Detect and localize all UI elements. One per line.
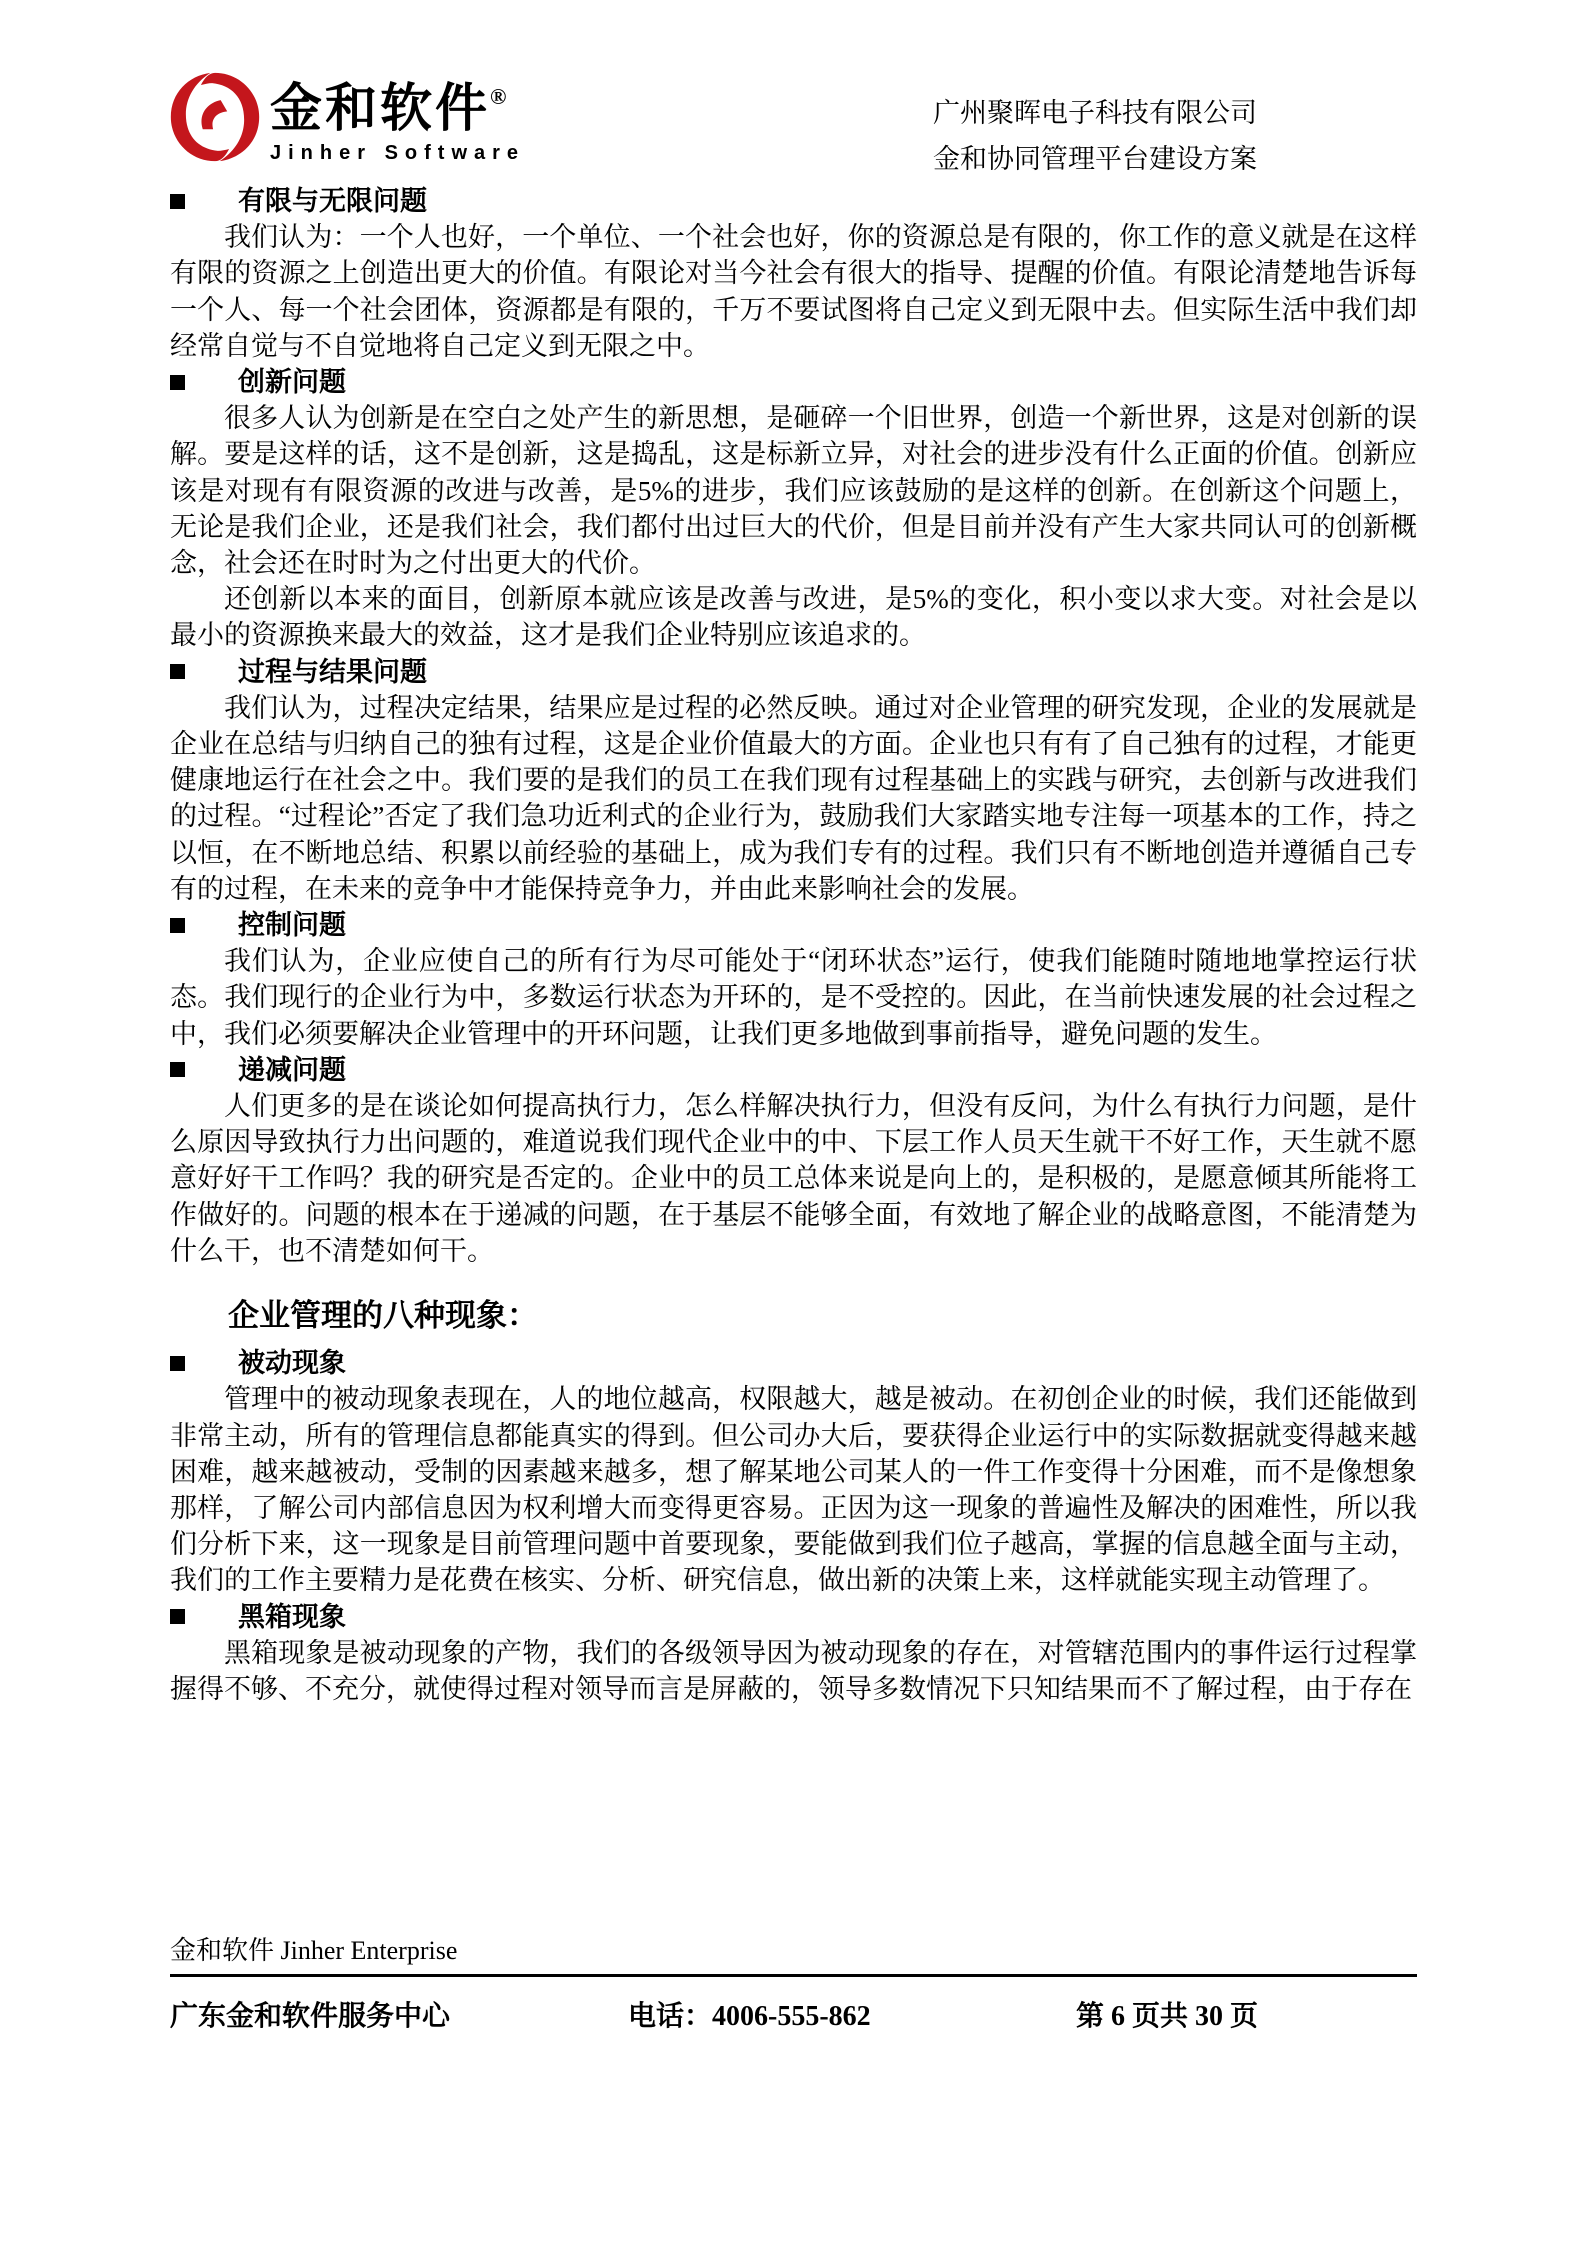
section-heading-text: 过程与结果问题 <box>238 656 427 687</box>
header-company-info <box>933 68 1257 182</box>
jinher-logo-icon <box>168 70 262 164</box>
section-heading <box>170 1345 1417 1381</box>
paragraph: 黑箱现象是被动现象的产物，我们的各级领导因为被动现象的存在，对管辖范围内的事件运行过程掌握得不够、不充分，就使得过程对领导而言是屏蔽的，领导多数情况下只知结果而不了解过程，由于存在 <box>170 1637 1417 1704</box>
section-heading-text: 有限与无限问题 <box>238 186 427 216</box>
section-heading <box>170 1052 1417 1088</box>
footer-brand-line: 金和软件 Jinher Enterprise <box>170 1936 458 1965</box>
footer <box>170 1994 1417 2036</box>
section-heading <box>170 183 1417 219</box>
footer-divider <box>170 1974 1417 1977</box>
registered-trademark-icon: ® <box>490 84 507 109</box>
paragraph: 还创新以本来的面目，创新原本就应该是改善与改进，是5%的变化，积小变以求大变。对社会是以最小的资源换来最大的效益，这才是我们企业特别应该追求的。 <box>170 584 1417 651</box>
section-heading <box>170 1599 1417 1635</box>
paragraph: 我们认为，过程决定结果，结果应是过程的必然反映。通过对企业管理的研究发现，企业的发展就是企业在总结与归纳自己的独有过程，这是企业价值最大的方面。企业也只有有了自己独有的过程，才能更健康地运行在社会之中。我们要的是我们的员工在我们现有过程基础上的实践与研究，去创新与改进我们的过程。“过程论”否定了我们急功近利式的企业行为，鼓励我们大家踏实地专注每一项基本的工作，持之以恒，在不断地总结、积累以前经验的基础上，成为我们专有的过程。我们只有不断地创造并遵循自己专有的过程，在未来的竞争中才能保持竞争力，并由此来影响社会的发展。 <box>170 692 1417 904</box>
paragraph: 很多人认为创新是在空白之处产生的新思想，是砸碎一个旧世界，创造一个新世界，这是对创新的误解。要是这样的话，这不是创新，这是捣乱，这是标新立异，对社会的进步没有什么正面的价值。创新应该是对现有有限资源的改进与改善，是5%的进步，我们应该鼓励的是这样的创新。在创新这个问题上，无论是我们企业，还是我们社会，我们都付出过巨大的代价，但是目前并没有产生大家共同认可的创新概念，社会还在时时为之付出更大的代价。 <box>170 403 1417 579</box>
logo-text <box>270 68 525 165</box>
section-heading-text: 控制问题 <box>238 910 346 941</box>
section-heading <box>170 654 1417 690</box>
document-body <box>170 183 1417 1707</box>
section-heading <box>170 907 1417 943</box>
section-heading-text: 被动现象 <box>238 1348 346 1379</box>
paragraph: 我们认为：一个人也好，一个单位、一个社会也好，你的资源总是有限的，你工作的意义就是在这样有限的资源之上创造出更大的价值。有限论对当今社会有很大的指导、提醒的价值。有限论清楚地告诉每一个人、每一个社会团体，资源都是有限的，千万不要试图将自己定义到无限中去。但实际生活中我们却经常自觉与不自觉地将自己定义到无限之中。 <box>170 222 1417 361</box>
logo-chinese-name <box>270 68 525 139</box>
bullet-square-icon <box>170 664 185 679</box>
group-title: 企业管理的八种现象： <box>228 1298 538 1334</box>
bullet-square-icon <box>170 1356 185 1371</box>
bullet-square-icon <box>170 918 185 933</box>
section-heading-text: 创新问题 <box>238 367 346 398</box>
bullet-square-icon <box>170 1062 185 1077</box>
bullet-square-icon <box>170 1609 185 1624</box>
company-name: 广州聚晖电子科技有限公司 <box>933 98 1257 128</box>
section-heading-text: 递减问题 <box>238 1054 346 1085</box>
document-title: 金和协同管理平台建设方案 <box>933 144 1257 174</box>
logo-chinese-characters: 金和软件 <box>270 81 491 138</box>
footer-service-center: 广东金和软件服务中心 <box>170 2001 451 2032</box>
section-heading <box>170 364 1417 400</box>
footer-page-number: 第 6 页共 30 页 <box>1076 2001 1259 2032</box>
footer-phone: 电话：4006-555-862 <box>628 2001 871 2032</box>
bullet-square-icon <box>170 194 185 209</box>
page-header <box>168 68 1415 182</box>
logo-english-name: Jinher Software <box>270 142 526 164</box>
bullet-square-icon <box>170 375 185 390</box>
jinher-logo <box>168 68 525 165</box>
paragraph: 管理中的被动现象表现在，人的地位越高，权限越大，越是被动。在初创企业的时候，我们还能做到非常主动，所有的管理信息都能真实的得到。但公司办大后，要获得企业运行中的实际数据就变得越来越困难，越来越被动，受制的因素越来越多，想了解某地公司某人的一件工作变得十分困难，而不是像想象那样，了解公司内部信息因为权利增大而变得更容易。正因为这一现象的普遍性及解决的困难性，所以我们分析下来，这一现象是目前管理问题中首要现象，要能做到我们位子越高，掌握的信息越全面与主动，我们的工作主要精力是花费在核实、分析、研究信息，做出新的决策上来，这样就能实现主动管理了。 <box>170 1384 1417 1596</box>
paragraph: 人们更多的是在谈论如何提高执行力，怎么样解决执行力，但没有反问，为什么有执行力问题，是什么原因导致执行力出问题的，难道说我们现代企业中的中、下层工作人员天生就干不好工作，天生就不愿意好好干工作吗？我的研究是否定的。企业中的员工总体来说是向上的，是积极的，是愿意倾其所能将工作做好的。问题的根本在于递减的问题，在于基层不能够全面，有效地了解企业的战略意图，不能清楚为什么干，也不清楚如何干。 <box>170 1091 1417 1266</box>
section-heading-text: 黑箱现象 <box>238 1601 346 1632</box>
paragraph: 我们认为，企业应使自己的所有行为尽可能处于“闭环状态”运行，使我们能随时随地地掌控运行状态。我们现行的企业行为中，多数运行状态为开环的，是不受控的。因此，在当前快速发展的社会过程之中，我们必须要解决企业管理中的开环问题，让我们更多地做到事前指导，避免问题的发生。 <box>170 946 1417 1049</box>
